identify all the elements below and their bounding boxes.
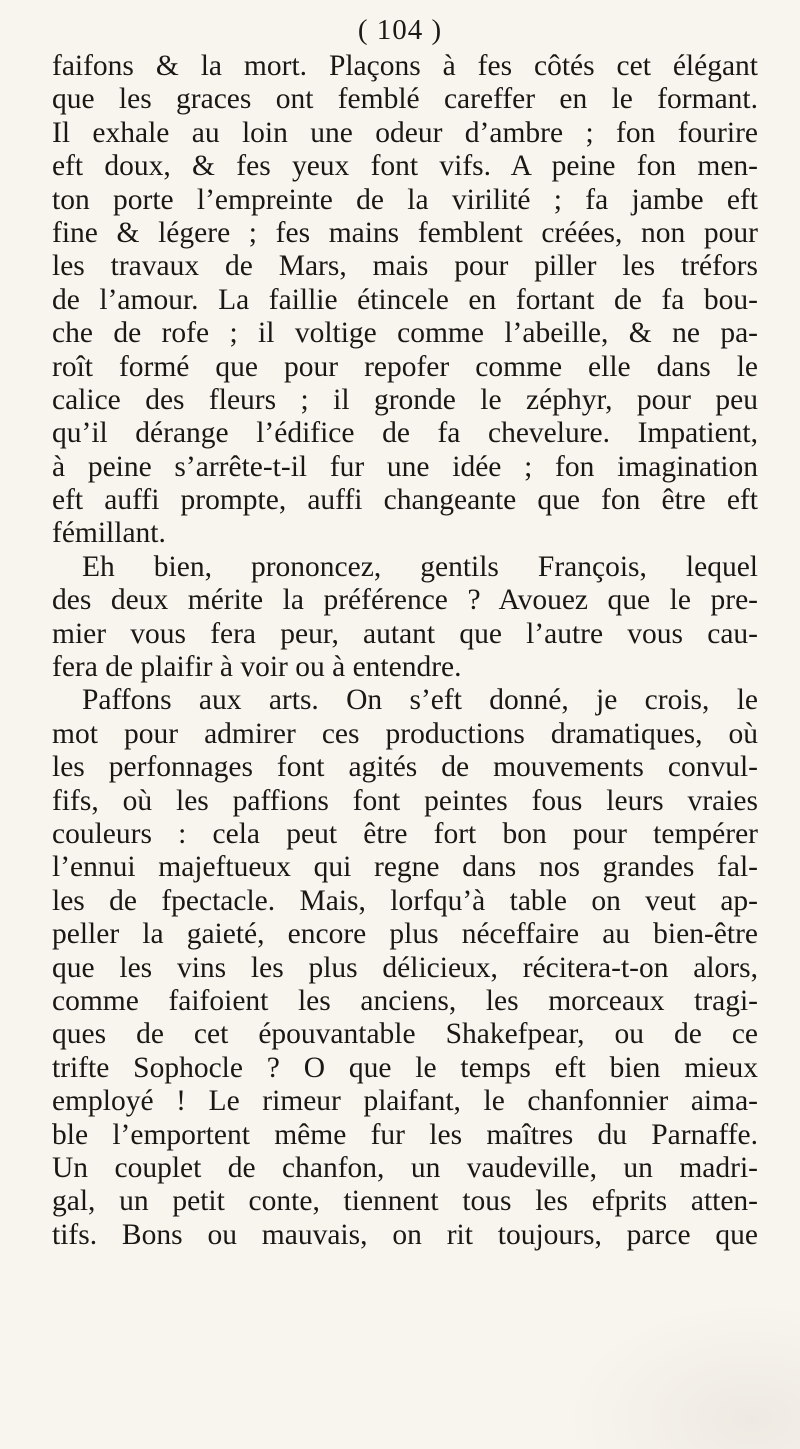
text-line: couleurs : cela peut être fort bon pour tempérer bbox=[52, 817, 758, 850]
text-line: des deux mérite la préférence ? Avouez que le pre- bbox=[52, 584, 758, 617]
text-line: à peine s’arrête-t-il fur une idée ; fon imagination bbox=[52, 450, 758, 483]
body-text bbox=[52, 50, 758, 1252]
paper-stain bbox=[560, 1300, 800, 1449]
text-line: Paffons aux arts. On s’eft donné, je crois, le bbox=[82, 684, 758, 717]
text-line: ble l’emportent même fur les maîtres du Parnaffe. bbox=[52, 1118, 758, 1151]
text-line: les de fpectacle. Mais, lorfqu’à table on veut ap- bbox=[52, 884, 758, 917]
text-line: ques de cet épouvantable Shakefpear, ou de ce bbox=[52, 1018, 758, 1051]
text-line: fifs, où les paffions font peintes fous leurs vraies bbox=[52, 784, 758, 817]
text-line: les travaux de Mars, mais pour piller les tréfors bbox=[52, 250, 758, 283]
text-line: fine & légere ; fes mains femblent créées, non pour bbox=[52, 216, 758, 249]
text-line: roît formé que pour repofer comme elle dans le bbox=[52, 350, 758, 383]
text-line: Un couplet de chanfon, un vaudeville, un madri- bbox=[52, 1151, 758, 1184]
text-line: gal, un petit conte, tiennent tous les efprits atten- bbox=[52, 1185, 758, 1218]
text-line: peller la gaieté, encore plus néceffaire au bien-être bbox=[52, 918, 758, 951]
text-line: comme faifoient les anciens, les morceaux tragi- bbox=[52, 984, 758, 1017]
text-line: eft auffi prompte, auffi changeante que fon être eft bbox=[52, 484, 758, 517]
text-line: trifte Sophocle ? O que le temps eft bien mieux bbox=[52, 1051, 758, 1084]
text-line: fera de plaifir à voir ou à entendre. bbox=[52, 651, 462, 684]
text-line: l’ennui majeftueux qui regne dans nos grandes fal- bbox=[52, 851, 758, 884]
text-line: de l’amour. La faillie étincele en fortant de fa bou- bbox=[52, 283, 758, 316]
text-line: mot pour admirer ces productions dramatiques, où bbox=[52, 717, 758, 750]
text-line: calice des fleurs ; il gronde le zéphyr, pour peu bbox=[52, 383, 758, 416]
text-line: que les vins les plus délicieux, récitera-t-on alors, bbox=[52, 951, 758, 984]
text-line: tifs. Bons ou mauvais, on rit toujours, parce que bbox=[52, 1218, 758, 1251]
text-line: Eh bien, prononcez, gentils François, lequel bbox=[82, 550, 758, 583]
text-line: mier vous fera peur, autant que l’autre vous cau- bbox=[52, 617, 758, 650]
text-line: ton porte l’empreinte de la virilité ; fa jambe eft bbox=[52, 183, 758, 216]
text-line: Il exhale au loin une odeur d’ambre ; fon fourire bbox=[52, 116, 758, 149]
text-line: que les graces ont femblé careffer en le formant. bbox=[52, 83, 758, 116]
text-line: che de rofe ; il voltige comme l’abeille, & ne pa- bbox=[52, 317, 758, 350]
text-line: faifons & la mort. Plaçons à fes côtés cet élégant bbox=[52, 50, 758, 82]
text-line: fémillant. bbox=[52, 517, 166, 550]
text-line: qu’il dérange l’édifice de fa chevelure. Impatient, bbox=[52, 417, 758, 450]
text-line: employé ! Le rimeur plaifant, le chanfonnier aima- bbox=[52, 1085, 758, 1118]
text-line: les perfonnages font agités de mouvements convul- bbox=[52, 751, 758, 784]
text-line: eft doux, & fes yeux font vifs. A peine fon men- bbox=[52, 150, 758, 183]
page-number: ( 104 ) bbox=[357, 14, 443, 46]
